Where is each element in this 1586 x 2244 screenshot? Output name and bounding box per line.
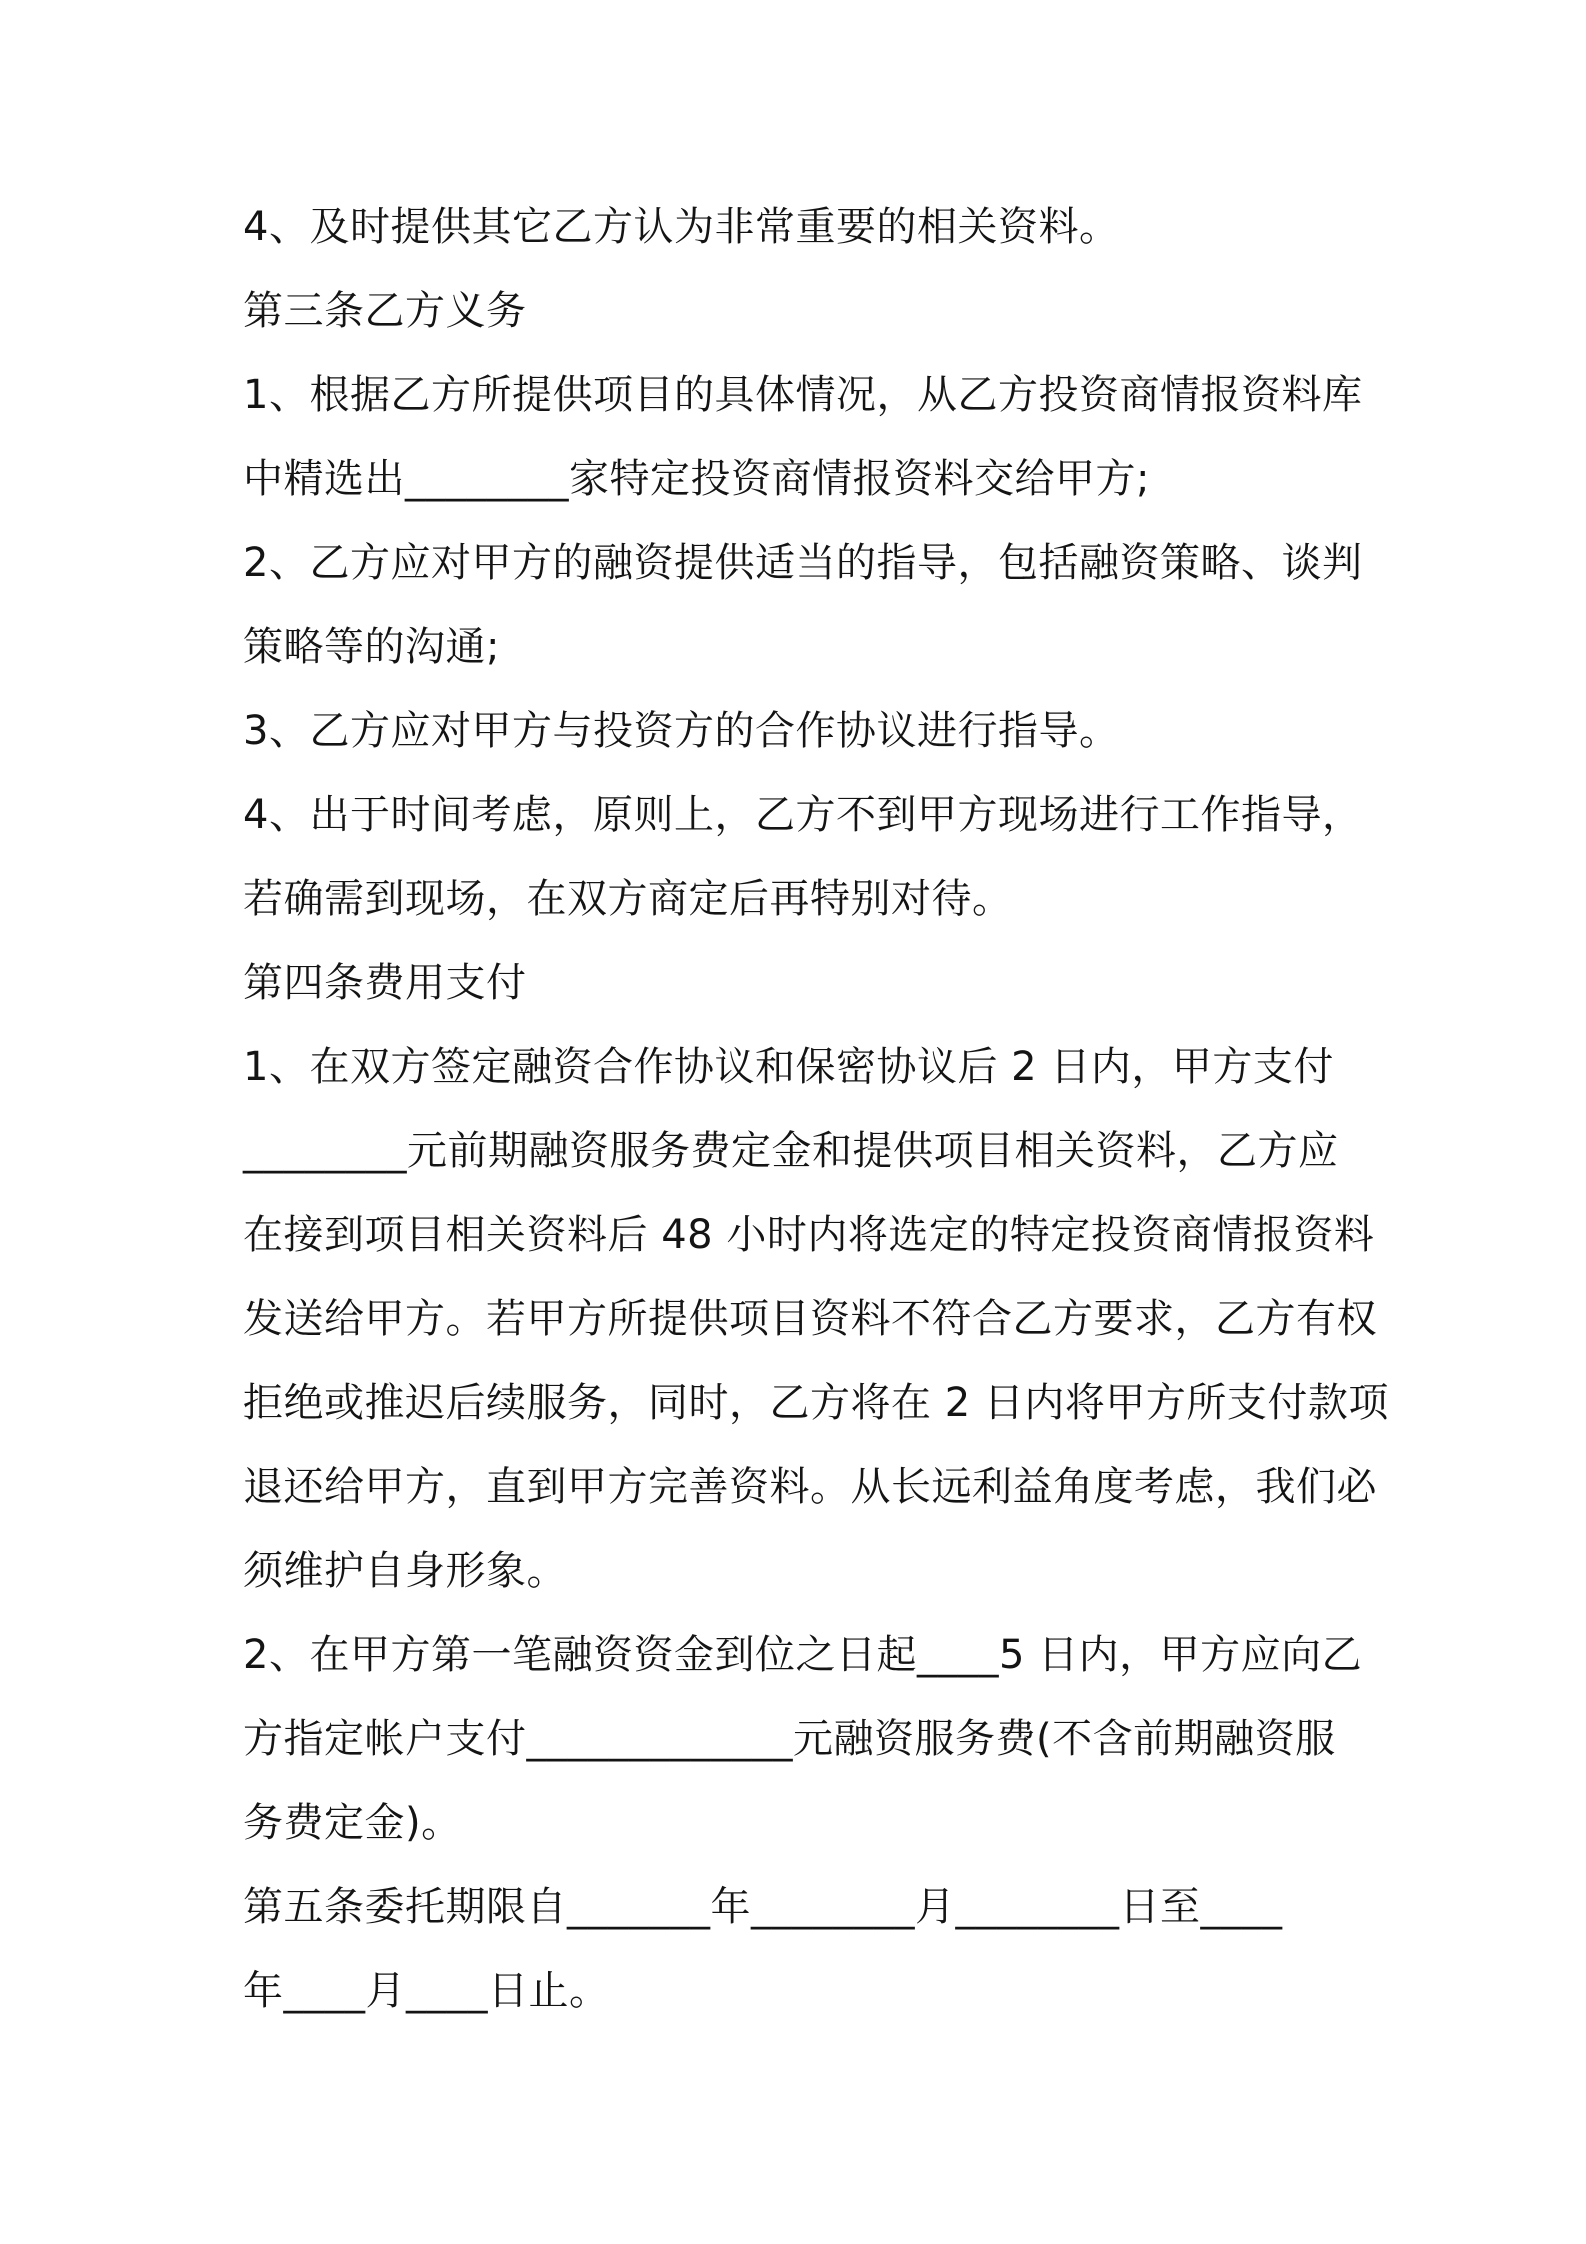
clause-line: 策略等的沟通; [243,624,500,670]
clause-line: 拒绝或推迟后续服务，同时，乙方将在 2 日内将甲方所支付款项 [243,1380,1389,1426]
clause-line: 发送给甲方。若甲方所提供项目资料不符合乙方要求，乙方有权 [243,1296,1377,1342]
clause-line: 1、在双方签定融资合作协议和保密协议后 2 日内，甲方支付 [243,1044,1334,1090]
clause-line: 4、及时提供其它乙方认为非常重要的相关资料。 [243,204,1120,250]
clause-line: 年____月____日止。 [243,1968,610,2014]
clause-line: 方指定帐户支付_____________元融资服务费(不含前期融资服 [243,1716,1336,1762]
contract-body [243,185,1389,2033]
section-heading: 第五条委托期限自_______年________月________日至____ [243,1884,1283,1930]
section-heading: 第三条乙方义务 [243,288,527,334]
clause-line: 须维护自身形象。 [243,1548,567,1594]
clause-line: 在接到项目相关资料后 48 小时内将选定的特定投资商情报资料 [243,1212,1375,1258]
clause-line: 3、乙方应对甲方与投资方的合作协议进行指导。 [243,708,1120,754]
clause-line: 退还给甲方，直到甲方完善资料。从长远利益角度考虑，我们必 [243,1464,1377,1510]
clause-line: 2、在甲方第一笔融资资金到位之日起____5 日内，甲方应向乙 [243,1632,1363,1678]
clause-line: 4、出于时间考虑，原则上，乙方不到甲方现场进行工作指导， [243,792,1363,838]
clause-line: 1、根据乙方所提供项目的具体情况，从乙方投资商情报资料库 [243,372,1363,418]
clause-line: 若确需到现场，在双方商定后再特别对待。 [243,876,1013,922]
clause-line: ________元前期融资服务费定金和提供项目相关资料，乙方应 [243,1128,1339,1174]
clause-line: 中精选出________家特定投资商情报资料交给甲方; [243,456,1150,502]
clause-line: 2、乙方应对甲方的融资提供适当的指导，包括融资策略、谈判 [243,540,1363,586]
section-heading: 第四条费用支付 [243,960,527,1006]
clause-line: 务费定金)。 [243,1800,462,1846]
